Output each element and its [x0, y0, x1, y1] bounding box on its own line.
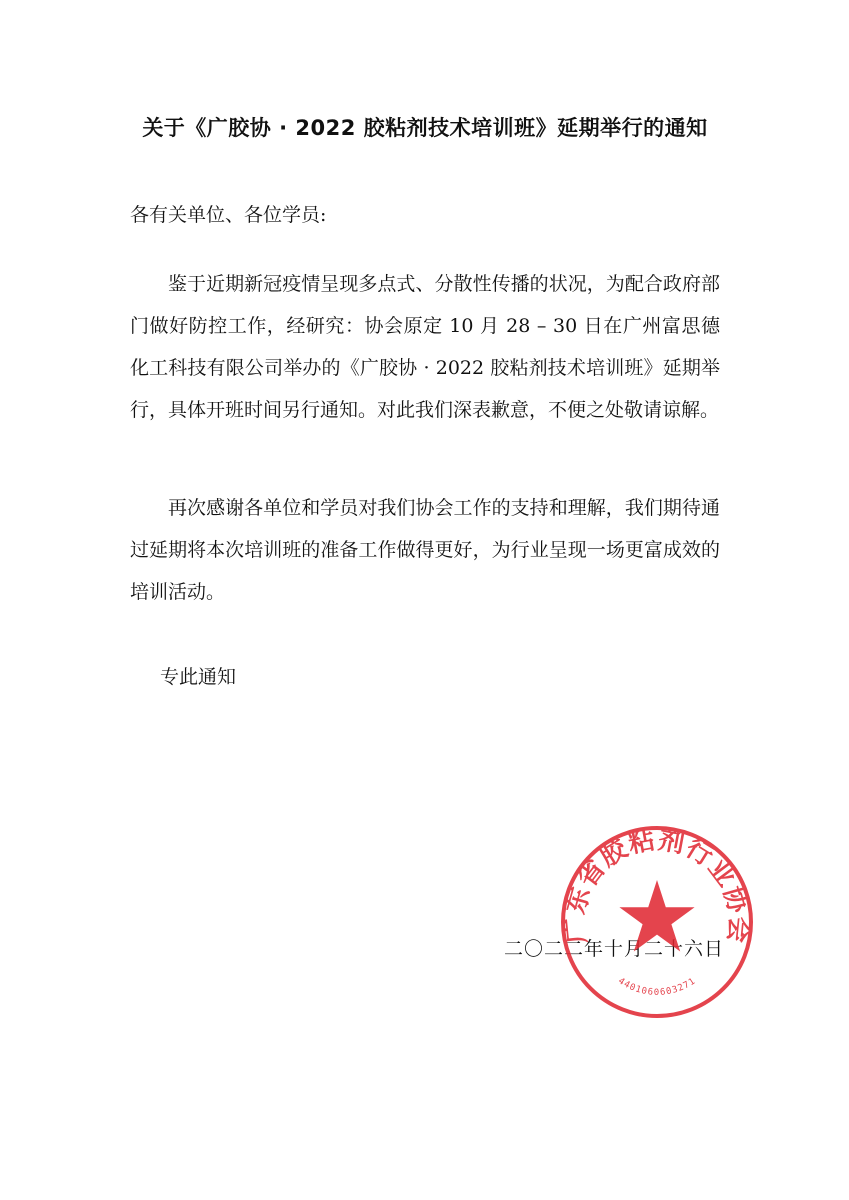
seal-code-text: 4401060603271: [616, 976, 698, 998]
body-paragraph-1: 鉴于近期新冠疫情呈现多点式、分散性传播的状况，为配合政府部门做好防控工作，经研究：协会原定 10 月 28 – 30 日在广州富思德化工科技有限公司举办的《广胶协 · 2022 胶粘剂技术培训班》延期举行，具体开班时间另行通知。对此我们深表歉意，不便之处敬请谅解。: [130, 273, 720, 421]
closing-line: 专此通知: [160, 666, 237, 688]
body-paragraph-2: 再次感谢各单位和学员对我们协会工作的支持和理解，我们期待通过延期将本次培训班的准备工作做得更好，为行业呈现一场更富成效的培训活动。: [130, 497, 720, 603]
seal-star: [619, 880, 694, 952]
issue-date: 二〇二二年十月二十六日: [504, 938, 725, 960]
seal-organization-text: 广东省胶粘剂行业协会: [560, 825, 754, 945]
document-title: 关于《广胶协 · 2022 胶粘剂技术培训班》延期举行的通知: [142, 116, 708, 140]
official-seal-icon: [557, 822, 757, 1022]
salutation: 各有关单位、各位学员:: [130, 204, 327, 226]
